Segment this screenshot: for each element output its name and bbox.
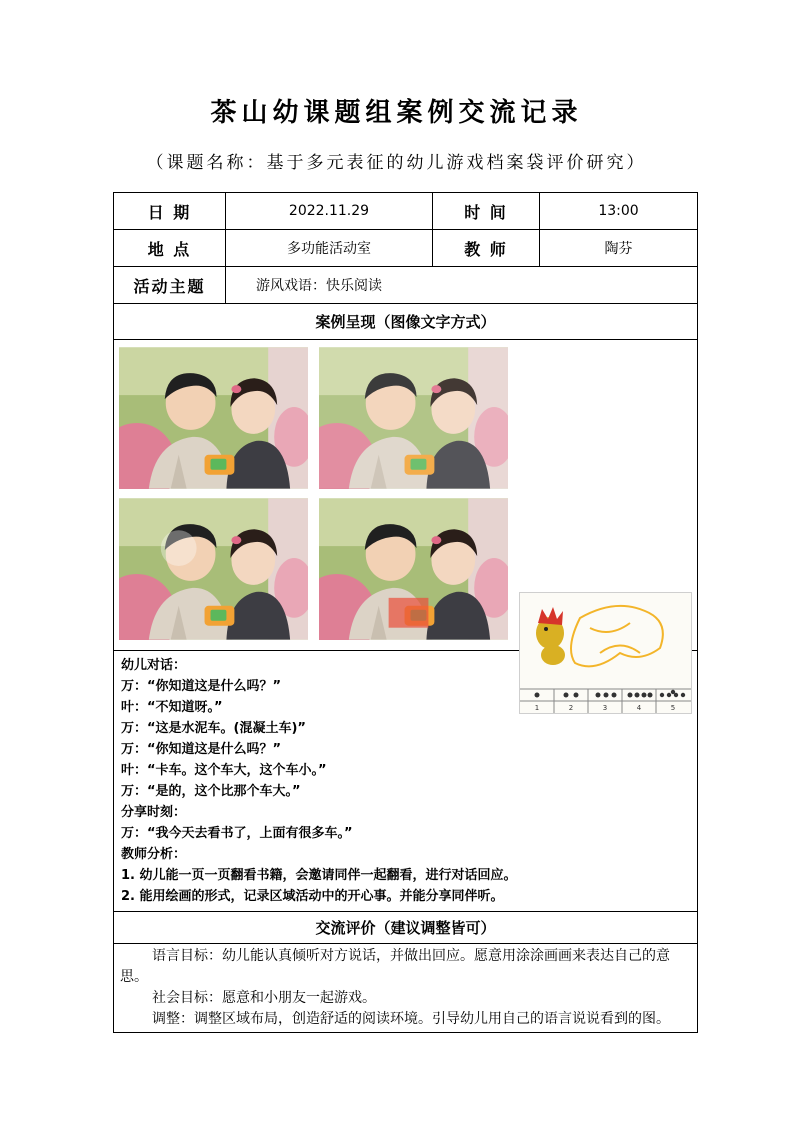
photo-children-reading-3-icon	[119, 498, 308, 640]
photo-children-reading-4-icon	[319, 498, 508, 640]
date-label: 日 期	[114, 193, 226, 230]
dialogue-line: 万：“这是水泥车。(混凝土车)”	[121, 721, 306, 736]
child-drawing	[519, 592, 692, 714]
drawing-scale-3: 3	[602, 704, 608, 712]
theme-label: 活动主题	[114, 267, 226, 304]
evaluation-paragraph: 语言目标：幼儿能认真倾听对方说话，并做出回应。愿意用涂涂画画来表达自己的意思。	[120, 948, 670, 985]
project-subtitle: （课题名称：基于多元表征的幼儿游戏档案袋评价研究）	[146, 153, 647, 173]
dialogue-line: 幼儿对话：	[121, 658, 187, 673]
evaluation-paragraph: 调整：调整区域布局，创造舒适的阅读环境。引导幼儿用自己的语言说说看到的图。	[152, 1011, 670, 1027]
child-drawing-dinosaur-icon	[520, 593, 691, 713]
teacher-value: 陶芬	[540, 230, 698, 267]
photo-children-reading-3	[119, 498, 308, 640]
photo-children-reading-1	[119, 347, 308, 489]
drawing-scale-2: 2	[568, 704, 574, 712]
case-record-table	[113, 192, 698, 1033]
page-title: 茶山幼课题组案例交流记录	[210, 98, 583, 128]
evaluation-cell	[114, 944, 698, 1033]
row-case-images	[114, 340, 698, 651]
row-case-heading	[114, 304, 698, 340]
row-evaluation-heading	[114, 912, 698, 944]
drawing-scale-5: 5	[670, 704, 676, 712]
photo-children-reading-4	[319, 498, 508, 640]
dialogue-line: 万：“我今天去看书了，上面有很多车。”	[121, 826, 353, 841]
theme-value: 游风戏语：快乐阅读	[226, 267, 698, 304]
dialogue-line: 万：“你知道这是什么吗？”	[121, 742, 282, 757]
drawing-scale-1: 1	[534, 704, 540, 712]
photo-children-reading-2-icon	[319, 347, 508, 489]
place-value: 多功能活动室	[226, 230, 433, 267]
photo-children-reading-1-icon	[119, 347, 308, 489]
dialogue-line: 叶：“卡车。这个车大，这个车小。”	[121, 763, 327, 778]
drawing-scale-4: 4	[636, 704, 642, 712]
teacher-label: 教 师	[433, 230, 540, 267]
date-value: 2022.11.29	[226, 193, 433, 230]
row-evaluation	[114, 944, 698, 1033]
photo-children-reading-2	[319, 347, 508, 489]
time-value: 13:00	[540, 193, 698, 230]
dialogue-line: 万：“是的，这个比那个车大。”	[121, 784, 301, 799]
row-theme	[114, 267, 698, 304]
row-place-teacher	[114, 230, 698, 267]
dialogue-line: 教师分析：	[121, 847, 187, 862]
case-section-heading: 案例呈现（图像文字方式）	[114, 304, 698, 340]
dialogue-line: 叶：“不知道呀。”	[121, 700, 223, 715]
evaluation-heading: 交流评价（建议调整皆可）	[114, 912, 698, 944]
time-label: 时 间	[433, 193, 540, 230]
row-date-time	[114, 193, 698, 230]
place-label: 地 点	[114, 230, 226, 267]
dialogue-line: 分享时刻：	[121, 805, 187, 820]
dialogue-line: 万：“你知道这是什么吗？”	[121, 679, 282, 694]
dialogue-line: 1. 幼儿能一页一页翻看书籍，会邀请同伴一起翻看，进行对话回应。	[121, 868, 517, 883]
dialogue-line: 2. 能用绘画的形式，记录区域活动中的开心事。并能分享同伴听。	[121, 889, 504, 904]
evaluation-paragraph: 社会目标：愿意和小朋友一起游戏。	[152, 990, 376, 1006]
